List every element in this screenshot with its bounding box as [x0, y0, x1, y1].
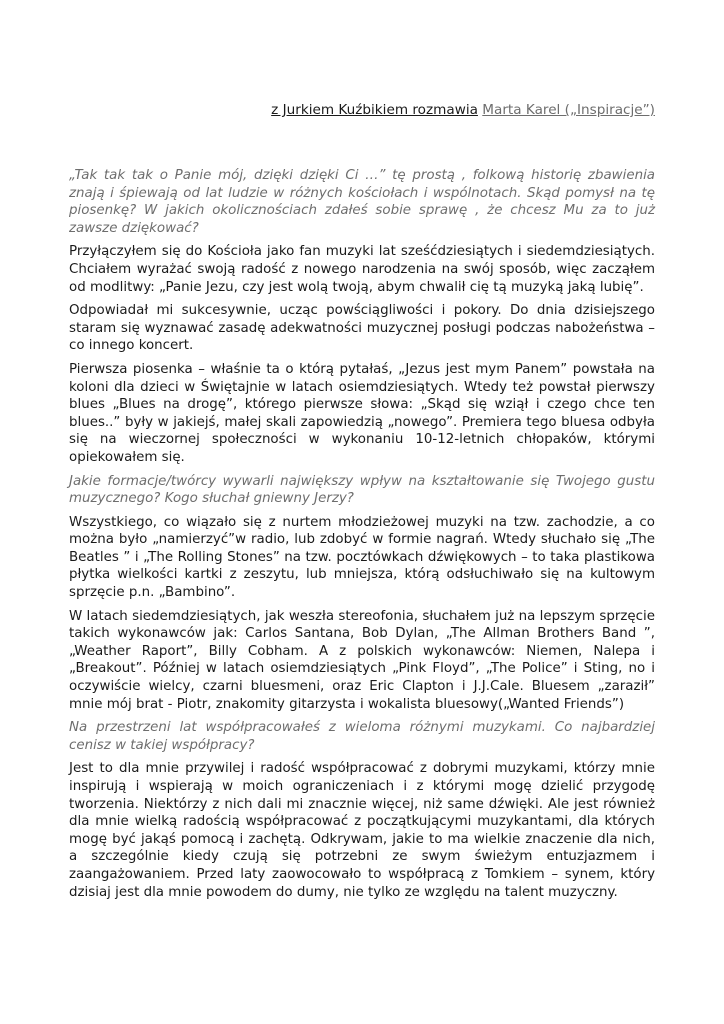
interview-question: Jakie formacje/twórcy wywarli największy wpływ na kształtowanie się Twojego gustu muzycznego? Kogo słuchał gniewny Jerzy?: [69, 473, 655, 507]
interview-body: [69, 167, 655, 907]
interview-answer: Przyłączyłem się do Kościoła jako fan muzyki lat sześćdziesiątych i siedemdziesiątych. Chciałem wyrażać swoją radość z nowego narodzenia na swój sposób, więc zacząłem od modlitwy: „Panie Jezu, czy jest wolą twoją, abym chwalił cię tą muzyką jaką lubię”.: [69, 244, 655, 295]
interview-answer: W latach siedemdziesiątych, jak weszła stereofonia, słuchałem już na lepszym sprzęcie takich wykonawców jak: Carlos Santana, Bob Dylan, „The Allman Brothers Band ”, „Weather Raport”, Billy Cobham. A z polskich wykonawców: Niemen, Nalepa i „Breakout”. Później w latach osiemdziesiątych „Pink Floyd”, „The Police” i Sting, no i oczywiście wielcy, czarni bluesmeni, oraz Eric Clapton i J.J.Cale. Bluesem „zaraził” mnie mój brat - Piotr, znakomity gitarzysta i wokalista bluesowy(„Wanted Friends”): [69, 608, 655, 712]
byline-author-link[interactable]: Marta Karel („Inspiracje”): [482, 102, 655, 118]
interview-question: „Tak tak tak o Panie mój, dzięki dzięki Ci …” tę prostą , folkową historię zbawienia znają i śpiewają od lat ludzie w różnych kościołach i wspólnotach. Skąd pomysł na tę piosenkę? W jakich okolicznościach zdałeś sobie sprawę , że chcesz Mu za to już zawsze dziękować?: [69, 168, 655, 236]
interview-answer: Pierwsza piosenka – właśnie ta o którą pytałaś, „Jezus jest mym Panem” powstała na koloni dla dzieci w Świętajnie w latach osiemdziesiątych. Wtedy też powstał pierwszy blues „Blues na drogę”, którego pierwsze słowa: „Skąd się wziął i czego chce ten blues..” były w jakiejś, małej skali zapowiedzią „nowego”. Premiera tego bluesa odbyła się na wieczornej społeczności w wykonaniu 10-12-letnich chłopaków, którymi opiekowałem się.: [69, 361, 655, 465]
byline-interviewee: z Jurkiem Kuźbikiem rozmawia: [271, 102, 478, 118]
interview-answer: Odpowiadał mi sukcesywnie, ucząc powściągliwości i pokory. Do dnia dzisiejszego staram się wyznawać zasadę adekwatności muzycznej posługi podczas nabożeństwa – co innego koncert.: [69, 303, 655, 354]
interview-answer: Wszystkiego, co wiązało się z nurtem młodzieżowej muzyki na tzw. zachodzie, a co można było „namierzyć”w radio, lub zdobyć w formie nagrań. Wtedy słuchało się „The Beatles ” i „The Rolling Stones” na tzw. pocztówkach dźwiękowych – to taka plastikowa płytka wielkości kartki z zeszytu, lub mniejsza, którą odsłuchiwało się na kultowym sprzęcie p.n. „Bambino”.: [69, 514, 655, 601]
article-byline: [271, 101, 655, 119]
interview-question: Na przestrzeni lat współpracowałeś z wieloma różnymi muzykami. Co najbardziej cenisz w takiej współpracy?: [69, 720, 655, 753]
interview-answer: Jest to dla mnie przywilej i radość współpracować z dobrymi muzykami, którzy mnie inspirują i wspierają w moich ograniczeniach i z którymi mogę dzielić przygodę tworzenia. Niektórzy z nich dali mi znacznie więcej, niż same dźwięki. Ale jest również dla mnie wielką radością współpracować z początkującymi muzykantami, dla których mogę być jakąś pomocą i zachętą. Odkrywam, jakie to ma wielkie znaczenie dla nich, a szczególnie kiedy czują się potrzebni ze swym świeżym entuzjazmem i zaangażowaniem. Przed laty zaowocowało to współpracą z Tomkiem – synem, który dzisiaj jest dla mnie powodem do dumy, nie tylko ze względu na talent muzyczny.: [69, 761, 655, 900]
